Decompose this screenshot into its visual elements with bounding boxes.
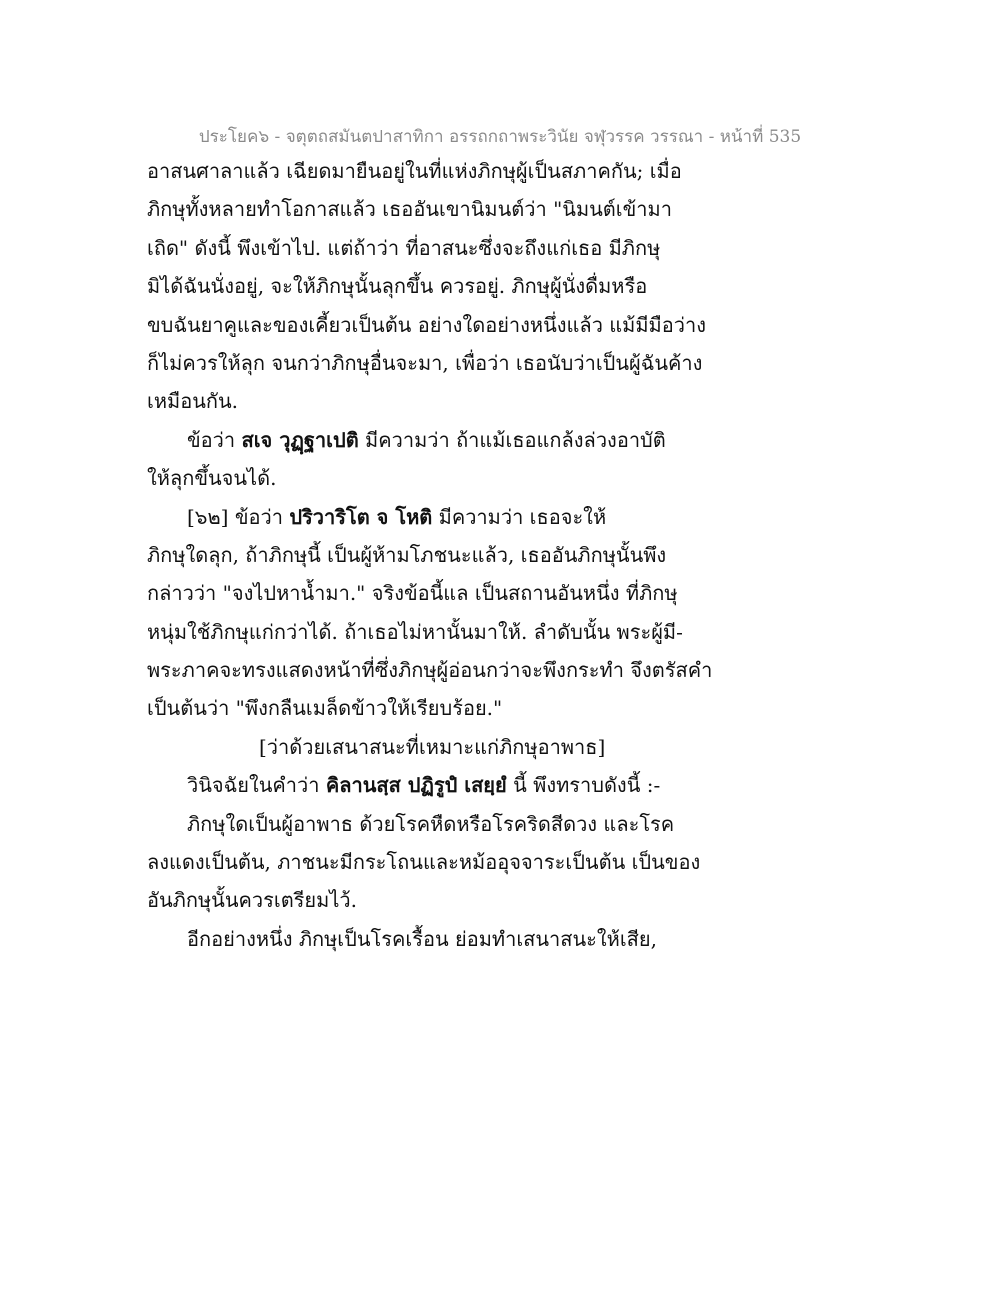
text-line: เถิด" ดังนี้ พึงเข้าไป. แต่ถ้าว่า ที่อาสนะซึ่งจะถึงแก่เธอ มีภิกษุ — [147, 235, 661, 260]
section-heading: [ว่าด้วยเสนาสนะที่เหมาะแก่ภิกษุอาพาธ] — [259, 734, 606, 759]
text-span: มีความว่า เธอจะให้ — [432, 504, 607, 529]
body-text — [147, 152, 867, 958]
paragraph-first-line: ภิกษุใดเป็นผู้อาพาธ ด้วยโรคหืดหรือโรคริดสีดวง และโรค — [187, 811, 675, 836]
pali-term: ปริวาริโต จ โหติ — [289, 504, 433, 529]
text-line: เป็นต้นว่า "พึงกลืนเมล็ดข้าวให้เรียบร้อย." — [147, 696, 503, 721]
page-header: ประโยค๖ - จตุตถสมันตปาสาทิกา อรรถกถาพระวินัย จฬุวรรค วรรณา - หน้าที่ 535 — [198, 127, 802, 147]
text-span: ข้อว่า — [187, 427, 242, 452]
text-span: มีความว่า ถ้าแม้เธอแกล้งล่วงอาบัติ — [358, 427, 666, 452]
text-line: ภิกษุทั้งหลายทำโอกาสแล้ว เธออันเขานิมนต์ว่า "นิมนต์เข้ามา — [147, 197, 672, 222]
paragraph-first-line: อีกอย่างหนึ่ง ภิกษุเป็นโรคเรื้อน ย่อมทำเสนาสนะให้เสีย, — [187, 926, 657, 951]
text-line: หนุ่มใช้ภิกษุแก่กว่าได้. ถ้าเธอไม่หานั้นมาให้. ลำดับนั้น พระผู้มี- — [147, 619, 683, 644]
pali-term: สเจ วุฏฺฐาเปติ — [241, 427, 359, 452]
text-line: อาสนศาลาแล้ว เฉียดมายืนอยู่ในที่แห่งภิกษุผู้เป็นสภาคกัน; เมื่อ — [147, 159, 682, 183]
text-line: กล่าวว่า "จงไปหาน้ำมา." จริงข้อนี้แล เป็นสถานอันหนึ่ง ที่ภิกษุ — [147, 581, 678, 606]
text-span: นี้ พึงทราบดังนี้ :- — [506, 773, 661, 798]
text-line: ก็ไม่ควรให้ลุก จนกว่าภิกษุอื่นจะมา, เพื่อว่า เธอนับว่าเป็นผู้ฉันค้าง — [147, 350, 703, 375]
text-line: ลงแดงเป็นต้น, ภาชนะมีกระโถนและหม้ออุจจาระเป็นต้น เป็นของ — [147, 850, 701, 875]
text-line: ให้ลุกขึ้นจนได้. — [147, 466, 277, 491]
paragraph-first-line — [147, 498, 867, 536]
text-line: พระภาคจะทรงแสดงหน้าที่ซึ่งภิกษุผู้อ่อนกว่าจะพึงกระทำ จึงตรัสคำ — [147, 658, 713, 683]
pali-term: คิลานสฺส ปฏิรูปํ เสยฺยํ — [325, 773, 507, 798]
text-span: [๖๒] ข้อว่า — [187, 504, 290, 529]
paragraph-first-line — [147, 766, 867, 804]
text-line: เหมือนกัน. — [147, 389, 239, 414]
text-line: มิได้ฉันนั่งอยู่, จะให้ภิกษุนั้นลุกขึ้น ควรอยู่. ภิกษุผู้นั่งดื่มหรือ — [147, 274, 648, 299]
text-line: อันภิกษุนั้นควรเตรียมไว้. — [147, 888, 357, 913]
paragraph-first-line — [147, 421, 867, 459]
text-line: ภิกษุใดลุก, ถ้าภิกษุนี้ เป็นผู้ห้ามโภชนะแล้ว, เธออันภิกษุนั้นพึง — [147, 542, 667, 567]
text-line: ขบฉันยาคูและของเคี้ยวเป็นต้น อย่างใดอย่างหนึ่งแล้ว แม้มีมือว่าง — [147, 312, 706, 337]
text-span: วินิจฉัยในคำว่า — [187, 773, 326, 798]
